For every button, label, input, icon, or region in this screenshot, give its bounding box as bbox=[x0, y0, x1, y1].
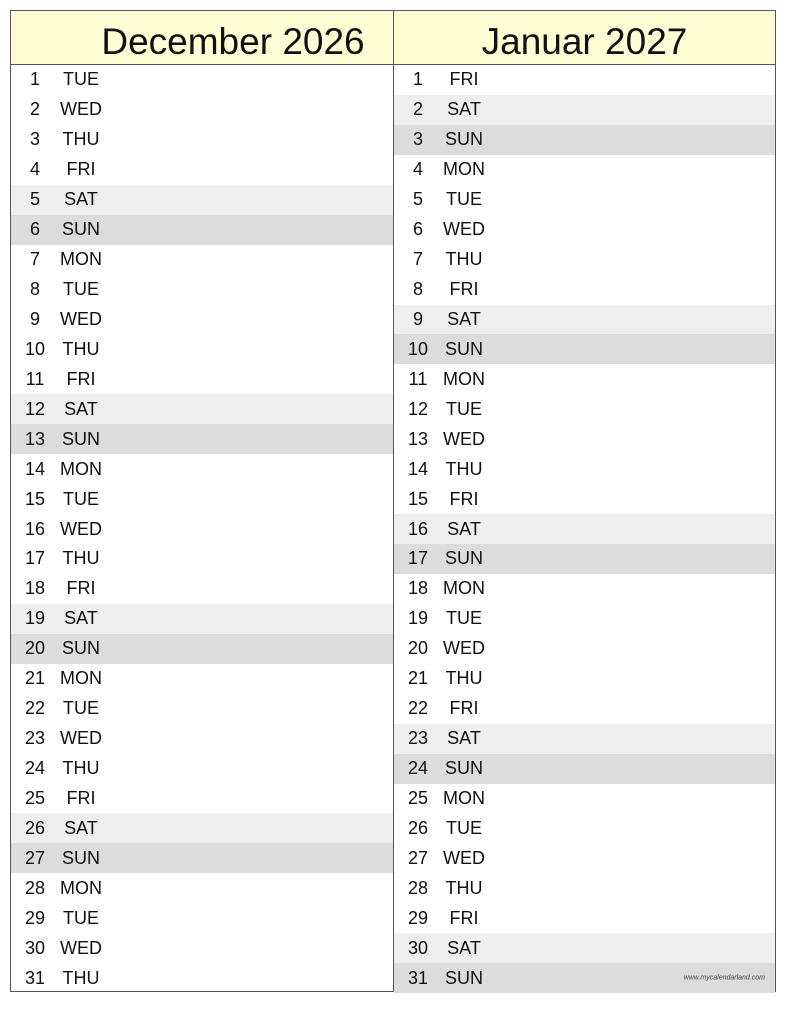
weekday-name: SUN bbox=[444, 548, 483, 569]
day-row bbox=[11, 454, 393, 484]
weekday-name: SAT bbox=[447, 937, 481, 958]
day-number: 22 bbox=[24, 698, 46, 719]
weekday-name: MON bbox=[443, 578, 485, 599]
weekday-name: SAT bbox=[64, 189, 98, 210]
weekday-name: SAT bbox=[447, 518, 481, 539]
day-number: 25 bbox=[407, 787, 429, 808]
day-row bbox=[394, 664, 775, 694]
day-number: 3 bbox=[29, 129, 40, 150]
day-number: 9 bbox=[412, 308, 423, 329]
day-row bbox=[11, 604, 393, 634]
day-row bbox=[394, 305, 775, 335]
weekday-name: SAT bbox=[447, 99, 481, 120]
day-number: 14 bbox=[24, 458, 46, 479]
day-number: 31 bbox=[407, 967, 429, 988]
day-row bbox=[394, 215, 775, 245]
weekday-name: SUN bbox=[444, 338, 483, 359]
month-header bbox=[11, 11, 393, 65]
day-row bbox=[11, 275, 393, 305]
weekday-name: THU bbox=[445, 877, 483, 898]
day-number: 4 bbox=[412, 159, 423, 180]
weekday-name: TUE bbox=[63, 698, 99, 719]
weekday-name: TUE bbox=[446, 189, 482, 210]
day-row bbox=[11, 574, 393, 604]
weekday-name: FRI bbox=[449, 488, 479, 509]
day-number: 1 bbox=[412, 69, 423, 90]
day-row bbox=[394, 95, 775, 125]
day-number: 15 bbox=[407, 488, 429, 509]
weekday-name: FRI bbox=[449, 69, 479, 90]
day-row bbox=[11, 424, 393, 454]
day-row bbox=[11, 724, 393, 754]
day-number: 5 bbox=[412, 189, 423, 210]
day-row bbox=[394, 514, 775, 544]
day-number: 22 bbox=[407, 698, 429, 719]
day-row bbox=[394, 963, 775, 993]
day-row bbox=[394, 275, 775, 305]
day-row bbox=[394, 454, 775, 484]
weekday-name: MON bbox=[60, 877, 102, 898]
day-number: 27 bbox=[407, 847, 429, 868]
weekday-name: TUE bbox=[63, 279, 99, 300]
weekday-name: MON bbox=[60, 668, 102, 689]
day-row bbox=[11, 963, 393, 993]
weekday-name: FRI bbox=[449, 279, 479, 300]
weekday-name: SAT bbox=[447, 308, 481, 329]
day-row bbox=[11, 245, 393, 275]
day-row bbox=[394, 245, 775, 275]
day-row bbox=[11, 694, 393, 724]
day-number: 12 bbox=[24, 398, 46, 419]
weekday-name: WED bbox=[60, 308, 102, 329]
month-title: December 2026 bbox=[101, 21, 365, 62]
day-row bbox=[11, 843, 393, 873]
day-number: 11 bbox=[408, 368, 428, 389]
day-row bbox=[394, 933, 775, 963]
weekday-name: SUN bbox=[444, 758, 483, 779]
day-row bbox=[11, 185, 393, 215]
day-row bbox=[394, 694, 775, 724]
day-number: 30 bbox=[24, 937, 46, 958]
day-number: 3 bbox=[412, 129, 423, 150]
day-number: 20 bbox=[24, 638, 46, 659]
weekday-name: TUE bbox=[446, 398, 482, 419]
day-number: 27 bbox=[24, 847, 46, 868]
day-row bbox=[11, 65, 393, 95]
day-number: 5 bbox=[29, 189, 40, 210]
weekday-name: TUE bbox=[63, 488, 99, 509]
weekday-name: WED bbox=[60, 728, 102, 749]
day-row bbox=[11, 784, 393, 814]
weekday-name: SUN bbox=[61, 847, 100, 868]
calendar-sheet bbox=[10, 10, 776, 992]
weekday-name: TUE bbox=[446, 608, 482, 629]
day-row bbox=[11, 664, 393, 694]
day-number: 19 bbox=[24, 608, 46, 629]
weekday-name: WED bbox=[443, 847, 485, 868]
day-row bbox=[394, 754, 775, 784]
day-number: 18 bbox=[407, 578, 429, 599]
day-row bbox=[394, 544, 775, 574]
weekday-name: WED bbox=[60, 518, 102, 539]
weekday-name: FRI bbox=[449, 698, 479, 719]
day-number: 20 bbox=[407, 638, 429, 659]
day-row bbox=[11, 933, 393, 963]
watermark-link[interactable]: www.mycalendarland.com bbox=[683, 974, 765, 982]
day-number: 4 bbox=[29, 159, 40, 180]
day-number: 17 bbox=[407, 548, 429, 569]
day-list bbox=[394, 65, 775, 993]
weekday-name: THU bbox=[62, 758, 100, 779]
weekday-name: FRI bbox=[66, 578, 96, 599]
weekday-name: THU bbox=[445, 668, 483, 689]
weekday-name: THU bbox=[445, 249, 483, 270]
weekday-name: FRI bbox=[449, 907, 479, 928]
day-row bbox=[394, 484, 775, 514]
day-row bbox=[11, 903, 393, 933]
day-row bbox=[394, 873, 775, 903]
weekday-name: WED bbox=[443, 638, 485, 659]
month-title: Januar 2027 bbox=[481, 21, 688, 62]
day-number: 16 bbox=[24, 518, 46, 539]
day-number: 25 bbox=[24, 787, 46, 808]
weekday-name: SUN bbox=[444, 129, 483, 150]
month-column-january bbox=[394, 11, 775, 991]
weekday-name: FRI bbox=[66, 159, 96, 180]
weekday-name: WED bbox=[60, 937, 102, 958]
weekday-name: WED bbox=[443, 219, 485, 240]
day-list bbox=[11, 65, 393, 993]
weekday-name: TUE bbox=[446, 817, 482, 838]
weekday-name: SUN bbox=[61, 638, 100, 659]
day-row bbox=[11, 305, 393, 335]
day-number: 13 bbox=[24, 428, 46, 449]
month-column-december bbox=[11, 11, 394, 991]
day-row bbox=[394, 65, 775, 95]
weekday-name: TUE bbox=[63, 69, 99, 90]
day-number: 21 bbox=[24, 668, 46, 689]
day-number: 6 bbox=[29, 219, 40, 240]
day-number: 24 bbox=[407, 758, 429, 779]
day-row bbox=[394, 813, 775, 843]
day-number: 10 bbox=[407, 338, 429, 359]
day-row bbox=[11, 95, 393, 125]
day-row bbox=[394, 724, 775, 754]
day-row bbox=[11, 634, 393, 664]
weekday-name: SUN bbox=[444, 967, 483, 988]
day-number: 26 bbox=[407, 817, 429, 838]
weekday-name: MON bbox=[443, 787, 485, 808]
day-row bbox=[394, 784, 775, 814]
weekday-name: SAT bbox=[64, 817, 98, 838]
day-number: 6 bbox=[412, 219, 423, 240]
day-number: 28 bbox=[24, 877, 46, 898]
day-number: 2 bbox=[29, 99, 40, 120]
day-number: 1 bbox=[29, 69, 40, 90]
day-row bbox=[11, 484, 393, 514]
weekday-name: MON bbox=[60, 458, 102, 479]
day-row bbox=[394, 574, 775, 604]
weekday-name: THU bbox=[445, 458, 483, 479]
day-row bbox=[394, 364, 775, 394]
day-row bbox=[394, 394, 775, 424]
weekday-name: THU bbox=[62, 967, 100, 988]
weekday-name: TUE bbox=[63, 907, 99, 928]
weekday-name: WED bbox=[443, 428, 485, 449]
day-row bbox=[11, 394, 393, 424]
day-row bbox=[394, 155, 775, 185]
weekday-name: SAT bbox=[64, 608, 98, 629]
day-row bbox=[11, 125, 393, 155]
weekday-name: SAT bbox=[64, 398, 98, 419]
day-number: 7 bbox=[29, 249, 40, 270]
day-number: 10 bbox=[24, 338, 46, 359]
day-number: 19 bbox=[407, 608, 429, 629]
weekday-name: SUN bbox=[61, 219, 100, 240]
day-number: 23 bbox=[407, 728, 429, 749]
day-number: 8 bbox=[412, 279, 423, 300]
day-row bbox=[11, 155, 393, 185]
day-row bbox=[11, 334, 393, 364]
day-number: 17 bbox=[24, 548, 46, 569]
day-number: 14 bbox=[407, 458, 429, 479]
weekday-name: MON bbox=[443, 368, 485, 389]
day-row bbox=[394, 903, 775, 933]
day-row bbox=[394, 125, 775, 155]
day-number: 29 bbox=[407, 907, 429, 928]
weekday-name: SAT bbox=[447, 728, 481, 749]
day-number: 31 bbox=[24, 967, 46, 988]
weekday-name: WED bbox=[60, 99, 102, 120]
day-row bbox=[394, 604, 775, 634]
weekday-name: MON bbox=[60, 249, 102, 270]
day-number: 11 bbox=[25, 368, 45, 389]
day-number: 9 bbox=[29, 308, 40, 329]
day-row bbox=[394, 843, 775, 873]
day-row bbox=[11, 544, 393, 574]
weekday-name: FRI bbox=[66, 787, 96, 808]
day-number: 21 bbox=[407, 668, 429, 689]
day-row bbox=[11, 215, 393, 245]
day-number: 7 bbox=[412, 249, 423, 270]
weekday-name: THU bbox=[62, 129, 100, 150]
day-number: 24 bbox=[24, 758, 46, 779]
day-number: 30 bbox=[407, 937, 429, 958]
day-row bbox=[394, 185, 775, 215]
day-number: 13 bbox=[407, 428, 429, 449]
day-row bbox=[394, 334, 775, 364]
weekday-name: SUN bbox=[61, 428, 100, 449]
day-number: 2 bbox=[412, 99, 423, 120]
day-number: 18 bbox=[24, 578, 46, 599]
day-row bbox=[394, 424, 775, 454]
day-row bbox=[11, 364, 393, 394]
weekday-name: FRI bbox=[66, 368, 96, 389]
weekday-name: MON bbox=[443, 159, 485, 180]
day-row bbox=[11, 873, 393, 903]
day-number: 12 bbox=[407, 398, 429, 419]
day-number: 15 bbox=[24, 488, 46, 509]
day-number: 26 bbox=[24, 817, 46, 838]
day-number: 23 bbox=[24, 728, 46, 749]
month-header bbox=[394, 11, 775, 65]
day-number: 8 bbox=[29, 279, 40, 300]
day-number: 28 bbox=[407, 877, 429, 898]
day-row bbox=[11, 754, 393, 784]
day-row bbox=[11, 813, 393, 843]
weekday-name: THU bbox=[62, 338, 100, 359]
weekday-name: THU bbox=[62, 548, 100, 569]
day-row bbox=[11, 514, 393, 544]
day-number: 29 bbox=[24, 907, 46, 928]
day-row bbox=[394, 634, 775, 664]
day-number: 16 bbox=[407, 518, 429, 539]
